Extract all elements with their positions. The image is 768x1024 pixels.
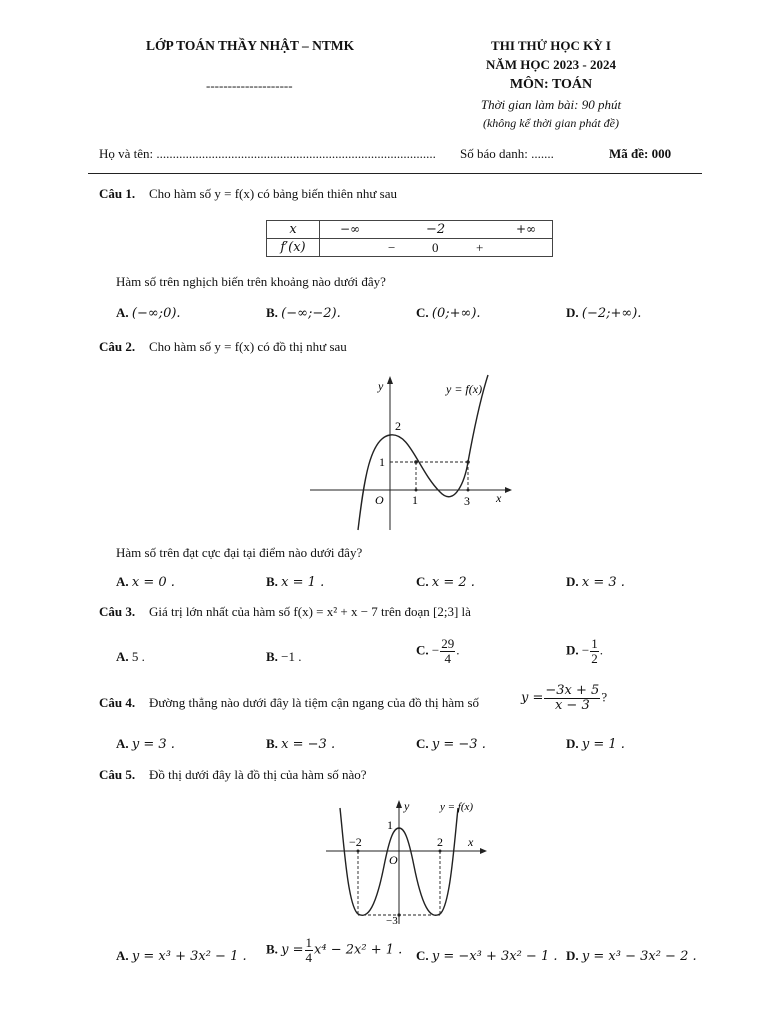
q1-option-a[interactable] xyxy=(116,305,181,321)
q5-y-tick-neg3: −3 xyxy=(386,915,398,926)
q1-table-neg2: −2 xyxy=(426,222,446,237)
q4-label: Câu 4. xyxy=(99,695,136,710)
q5-origin: O xyxy=(389,853,398,867)
q5-point xyxy=(439,850,442,853)
q1-table-zero: 0 xyxy=(432,240,439,255)
q5-option-c[interactable] xyxy=(416,948,558,964)
q1-option-b[interactable] xyxy=(266,305,341,321)
option-tail: . xyxy=(456,642,460,658)
option-text: y = 1 . xyxy=(581,737,625,752)
q5-point xyxy=(397,913,400,916)
option-text: x = 1 . xyxy=(281,575,325,590)
option-letter: D. xyxy=(566,736,579,751)
fraction-numerator: 1 xyxy=(591,636,598,651)
option-text: y = −3 . xyxy=(431,737,486,752)
option-text: (−∞;0). xyxy=(131,306,181,321)
q2-stem: Cho hàm số y = f(x) có đồ thị như sau xyxy=(149,339,347,354)
option-letter: D. xyxy=(566,642,579,658)
q5-func-label: y = f(x) xyxy=(440,801,474,813)
fraction xyxy=(544,684,600,713)
q2-y-label: y xyxy=(378,379,384,393)
q1-option-c[interactable] xyxy=(416,305,481,321)
q2-point xyxy=(415,489,418,492)
q3-option-d[interactable] xyxy=(566,637,603,666)
option-text: (0;+∞). xyxy=(431,306,481,321)
q2-x-arrow-icon xyxy=(505,487,512,493)
exam-time: Thời gian làm bài: 90 phút xyxy=(480,97,622,112)
option-text: y = 3 . xyxy=(131,737,175,752)
subject: MÔN: TOÁN xyxy=(509,77,593,92)
q1-table-minus: − xyxy=(388,240,396,255)
option-letter: B. xyxy=(266,736,278,751)
q1-ask: Hàm số trên nghịch biến trên khoảng nào dưới đây? xyxy=(116,274,386,289)
fraction-denominator: 2 xyxy=(591,651,598,666)
option-letter: A. xyxy=(116,305,129,320)
q5-x-arrow-icon xyxy=(480,848,487,854)
header-divider xyxy=(88,173,702,174)
q4-stem: Đường thẳng nào dưới đây là tiệm cận ngang của đồ thị hàm số xyxy=(149,695,480,710)
option-letter: D. xyxy=(566,574,579,589)
q5-point xyxy=(357,850,360,853)
q1-stem: Cho hàm số y = f(x) có bảng biến thiên như sau xyxy=(149,186,397,201)
option-letter: C. xyxy=(416,642,429,658)
q4-option-a[interactable] xyxy=(116,736,175,752)
option-sign: − xyxy=(581,642,590,658)
option-letter: C. xyxy=(416,948,429,963)
school-year: NĂM HỌC 2023 - 2024 xyxy=(486,57,616,72)
option-letter: B. xyxy=(266,649,278,664)
option-text: y = x³ + 3x² − 1 . xyxy=(131,949,247,964)
q4-fx-tail: ? xyxy=(601,689,608,705)
q5-x-tick-2: 2 xyxy=(437,835,443,849)
q1-table-plus: + xyxy=(476,240,484,255)
fraction xyxy=(590,637,599,666)
q5-option-d[interactable] xyxy=(566,948,697,964)
option-letter: A. xyxy=(116,649,129,664)
q5-option-b[interactable] xyxy=(266,936,402,965)
q3-option-c[interactable] xyxy=(416,637,459,666)
option-letter: C. xyxy=(416,305,429,320)
q3-option-a[interactable] xyxy=(116,649,145,665)
exam-code: Mã đề: 000 xyxy=(609,146,672,161)
option-text: x = 2 . xyxy=(431,575,475,590)
option-letter: A. xyxy=(116,736,129,751)
option-text: (−2;+∞). xyxy=(581,306,642,321)
q2-option-b[interactable] xyxy=(266,574,324,590)
q3-option-b[interactable] xyxy=(266,649,302,665)
option-text: x = −3 . xyxy=(281,737,336,752)
option-letter: B. xyxy=(266,941,278,957)
exam-title: THI THỬ HỌC KỲ I xyxy=(491,38,611,53)
option-text: 5 . xyxy=(131,649,145,664)
q4-function xyxy=(521,684,607,713)
q2-func-label: y = f(x) xyxy=(446,382,483,396)
q2-ask: Hàm số trên đạt cực đại tại điểm nào dưới đây? xyxy=(116,545,363,560)
q4-option-c[interactable] xyxy=(416,736,486,752)
option-letter: A. xyxy=(116,574,129,589)
q5-label: Câu 5. xyxy=(99,767,136,782)
option-text: x = 3 . xyxy=(581,575,625,590)
q1-variation-table xyxy=(266,220,553,257)
q2-point xyxy=(466,460,470,464)
q2-origin: O xyxy=(375,493,384,507)
option-text: y = −x³ + 3x² − 1 . xyxy=(431,949,558,964)
option-prefix: y = xyxy=(281,942,304,958)
q3-label: Câu 3. xyxy=(99,604,136,619)
fraction-numerator: −3x + 5 xyxy=(545,683,600,698)
fraction-numerator: 1 xyxy=(305,935,313,950)
fraction-numerator: 29 xyxy=(441,636,455,651)
q1-table-fprime: f′(x) xyxy=(267,239,320,257)
q5-x-tick-neg2: −2 xyxy=(349,835,362,849)
school-title: LỚP TOÁN THẦY NHẬT – NTMK xyxy=(146,38,355,53)
option-text: y = x³ − 3x² − 2 . xyxy=(581,949,697,964)
q1-option-d[interactable] xyxy=(566,305,641,321)
option-letter: B. xyxy=(266,305,278,320)
q5-graph xyxy=(320,796,495,926)
q2-option-d[interactable] xyxy=(566,574,625,590)
q4-fx-prefix: y = xyxy=(521,690,544,706)
q2-label: Câu 2. xyxy=(99,339,136,354)
q1-label: Câu 1. xyxy=(99,186,136,201)
option-text: x = 0 . xyxy=(131,575,175,590)
fraction-denominator: 4 xyxy=(305,950,313,965)
option-sign: − xyxy=(431,642,440,658)
q2-x-tick-3: 3 xyxy=(464,494,470,508)
q5-y-arrow-icon xyxy=(396,800,402,808)
q1-table-x: x xyxy=(267,221,320,239)
q5-tick-1: 1 xyxy=(387,818,393,832)
option-letter: D. xyxy=(566,305,579,320)
q4-option-b[interactable] xyxy=(266,736,335,752)
q3-stem: Giá trị lớn nhất của hàm số f(x) = x² + x − 7 trên đoạn [2;3] là xyxy=(149,604,471,619)
q4-option-d[interactable] xyxy=(566,736,625,752)
fraction-denominator: x − 3 xyxy=(554,698,590,713)
q5-stem: Đồ thị dưới đây là đồ thị của hàm số nào? xyxy=(149,767,367,782)
q2-tick-1: 1 xyxy=(379,455,385,469)
student-id-field: Số báo danh: ....... xyxy=(460,146,554,161)
header-dashes: -------------------- xyxy=(206,78,293,93)
q2-x-tick-1: 1 xyxy=(412,493,418,507)
q5-x-label: x xyxy=(468,835,474,849)
option-tail: x⁴ − 2x² + 1 . xyxy=(314,942,403,958)
option-text: −1 . xyxy=(281,649,302,664)
option-tail: . xyxy=(599,642,603,658)
exam-time-note: (không kể thời gian phát đề) xyxy=(482,116,620,130)
q2-point xyxy=(467,489,470,492)
fraction-denominator: 4 xyxy=(444,651,451,666)
q1-table-neg-inf: −∞ xyxy=(340,222,361,236)
q2-x-label: x xyxy=(496,491,502,505)
q2-option-c[interactable] xyxy=(416,574,475,590)
q2-y-arrow-icon xyxy=(387,376,393,384)
q2-tick-2: 2 xyxy=(395,419,401,433)
option-letter: B. xyxy=(266,574,278,589)
q5-y-label: y xyxy=(404,799,410,813)
student-name-field: Họ và tên: ...................................................................................... xyxy=(99,146,436,161)
option-letter: D. xyxy=(566,948,579,963)
option-text: (−∞;−2). xyxy=(281,306,341,321)
option-letter: C. xyxy=(416,574,429,589)
q2-point xyxy=(414,460,418,464)
q2-option-a[interactable] xyxy=(116,574,175,590)
fraction xyxy=(440,637,455,666)
option-letter: A. xyxy=(116,948,129,963)
fraction xyxy=(305,936,314,965)
q5-option-a[interactable] xyxy=(116,948,247,964)
option-letter: C. xyxy=(416,736,429,751)
q2-graph xyxy=(300,370,515,535)
q1-table-pos-inf: +∞ xyxy=(516,222,537,236)
